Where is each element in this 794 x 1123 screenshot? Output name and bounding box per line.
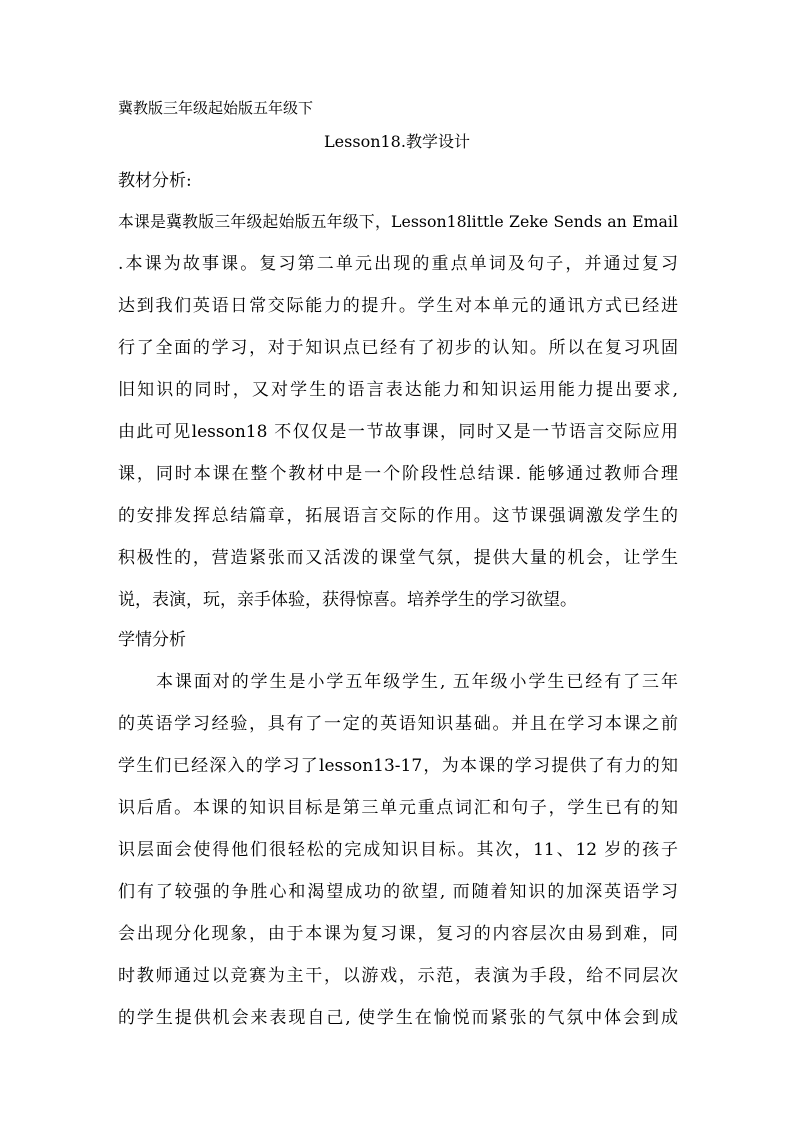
paragraph-line: .本课为故事课。复习第二单元出现的重点单词及句子，并通过复习 [118, 254, 678, 274]
paragraph-line: 行了全面的学习，对于知识点已经有了初步的认知。所以在复习巩固 [118, 338, 678, 358]
paragraph-line: 本课面对的学生是小学五年级学生, 五年级小学生已经有了三年 [156, 672, 678, 692]
paragraph-line: 积极性的，营造紧张而又活泼的课堂气氛，提供大量的机会，让学生 [118, 548, 678, 568]
paragraph-line: 达到我们英语日常交际能力的提升。学生对本单元的通讯方式已经进 [118, 296, 678, 316]
paragraph-line: 课，同时本课在整个教材中是一个阶段性总结课. 能够通过教师合理 [118, 464, 678, 484]
paragraph-line: 的学生提供机会来表现自己, 使学生在愉悦而紧张的气氛中体会到成 [118, 1008, 678, 1028]
document-title: Lesson18.教学设计 [324, 132, 470, 151]
paragraph-line: 的英语学习经验，具有了一定的英语知识基础。并且在学习本课之前 [118, 714, 678, 734]
paragraph-line: 会出现分化现象，由于本课为复习课，复习的内容层次由易到难，同 [118, 924, 678, 944]
paragraph-line: 识后盾。本课的知识目标是第三单元重点词汇和句子，学生已有的知 [118, 798, 678, 818]
paragraph-line: 学生们已经深入的学习了lesson13-17，为本课的学习提供了有力的知 [118, 756, 678, 776]
paragraph-line: 说，表演，玩，亲手体验，获得惊喜。培养学生的学习欲望。 [118, 590, 577, 610]
paragraph-line: 由此可见lesson18 不仅仅是一节故事课，同时又是一节语言交际应用 [118, 422, 678, 442]
section-heading-textbook-analysis: 教材分析: [118, 171, 192, 191]
paragraph-line: 本课是冀教版三年级起始版五年级下，Lesson18little Zeke Sends an Email [118, 212, 678, 231]
paragraph-line: 旧知识的同时，又对学生的语言表达能力和知识运用能力提出要求, [118, 380, 678, 400]
paragraph-line: 时教师通过以竞赛为主干，以游戏，示范，表演为手段，给不同层次 [118, 966, 678, 986]
paragraph-line: 的安排发挥总结篇章，拓展语言交际的作用。这节课强调激发学生的 [118, 506, 678, 526]
section-heading-student-analysis: 学情分析 [118, 630, 186, 650]
paragraph-line: 们有了较强的争胜心和渴望成功的欲望, 而随着知识的加深英语学习 [118, 882, 678, 902]
paragraph-line: 识层面会使得他们很轻松的完成知识目标。其次，11、12 岁的孩子 [118, 840, 678, 860]
document-header: 冀教版三年级起始版五年级下 [118, 99, 314, 117]
